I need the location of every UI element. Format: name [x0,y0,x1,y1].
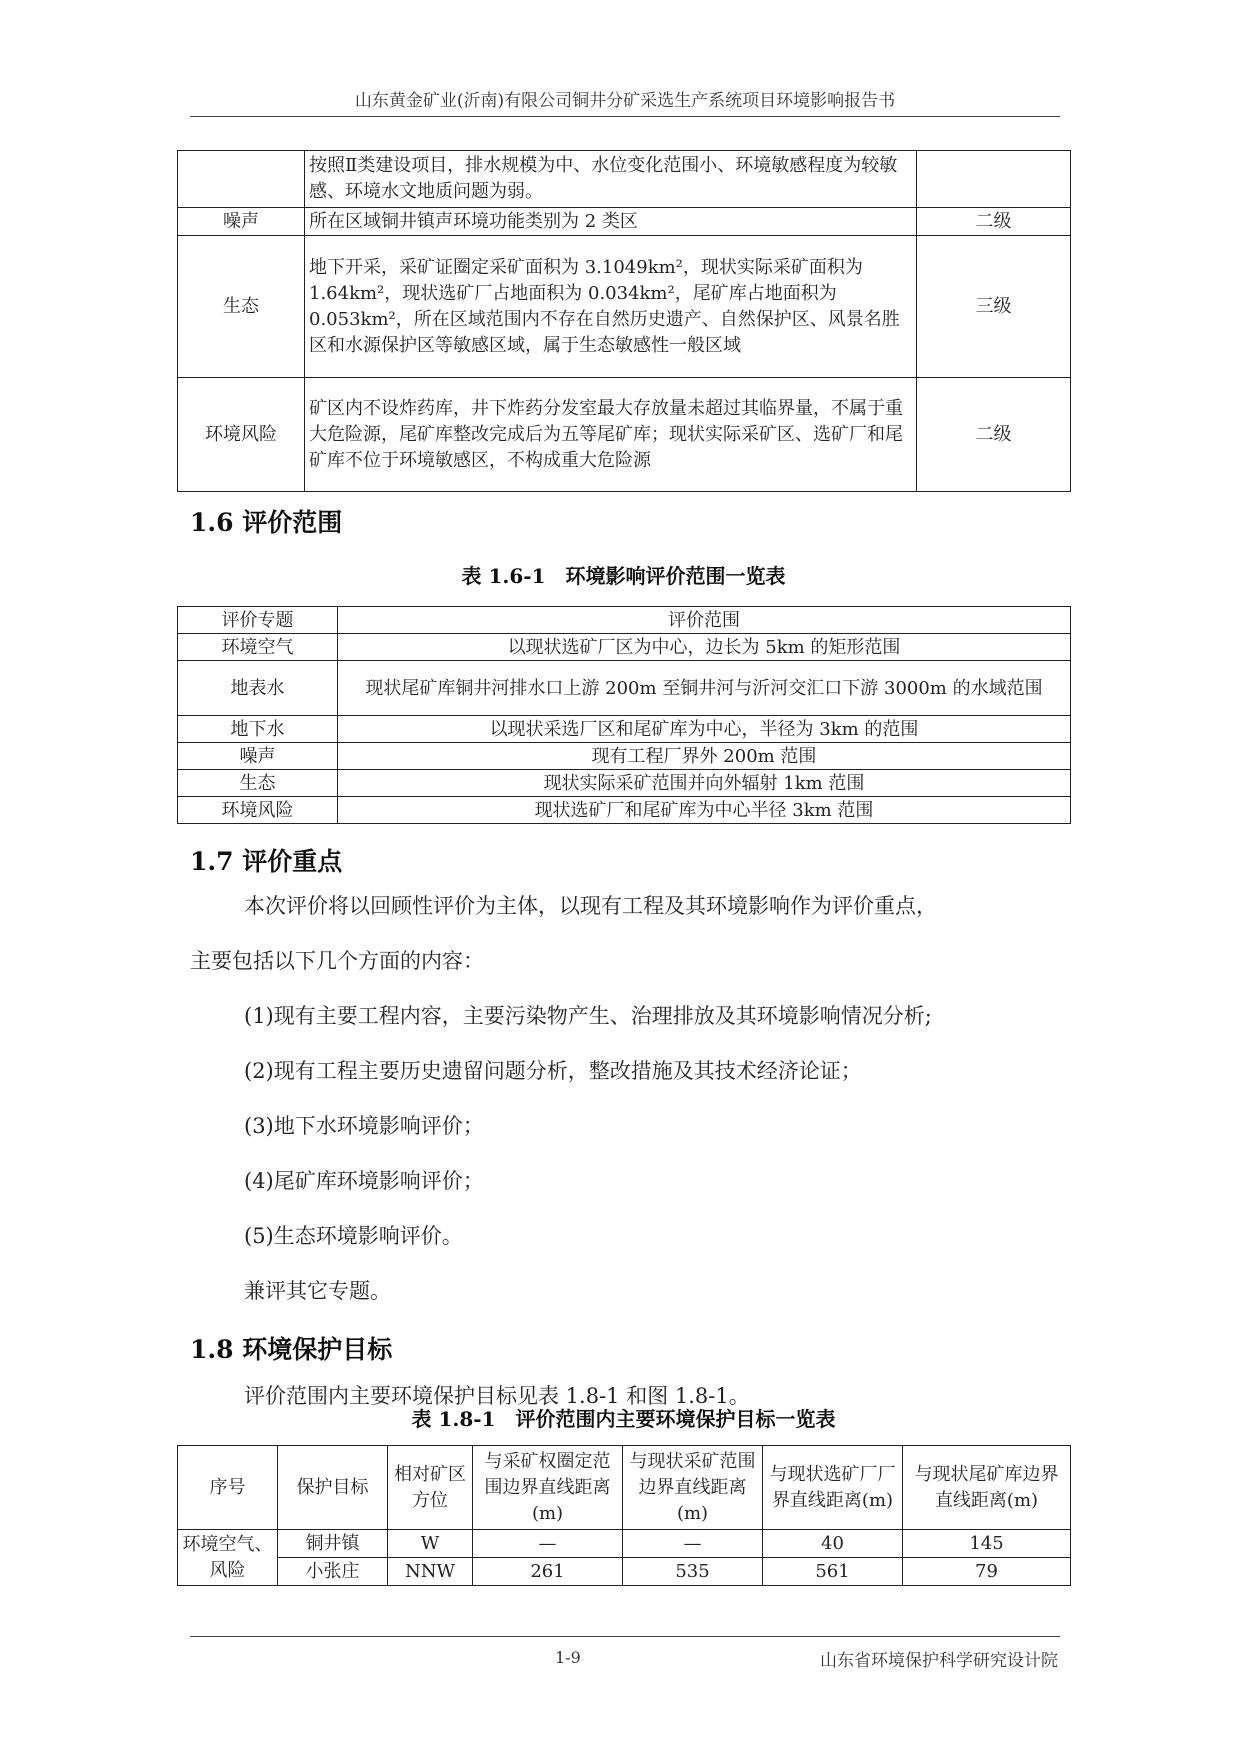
header-rule [190,116,1060,117]
distance-cell: 40 [763,1530,903,1558]
table-row [178,208,1071,236]
column-header: 与采矿权圈定范围边界直线距离(m) [473,1446,623,1530]
table-row [178,770,1071,797]
intro-line: 评价范围内主要环境保护目标见表 1.8-1 和图 1.8-1。 [244,1384,750,1408]
column-header: 相对矿区方位 [388,1446,473,1530]
column-header: 与现状选矿厂厂界直线距离(m) [763,1446,903,1530]
table-header-row [178,607,1071,634]
target-cell: 铜井镇 [278,1530,388,1558]
column-header: 评价专题 [178,607,338,634]
topic-cell: 噪声 [178,743,338,770]
table-row [178,378,1071,492]
table-caption-1-6-1: 表 1.6-1 环境影响评价范围一览表 [461,564,786,588]
grade-cell: 二级 [917,208,1071,236]
basis-cell: 按照Ⅱ类建设项目，排水规模为中、水位变化范围小、环境敏感程度为较敏感、环境水文地质问题为弱。 [305,151,917,208]
column-header: 序号 [178,1446,278,1530]
column-header: 评价范围 [338,607,1071,634]
closing-line: 兼评其它专题。 [244,1279,391,1303]
footer-institute: 山东省环境保护科学研究设计院 [820,1651,1058,1671]
topic-cell: 地下水 [178,716,338,743]
grade-cell: 二级 [917,378,1071,492]
topic-cell: 环境风险 [178,797,338,824]
targets-table [177,1445,1071,1586]
distance-cell: 535 [623,1558,763,1586]
factor-cell: 环境风险 [178,378,305,492]
column-header: 保护目标 [278,1446,388,1530]
distance-cell: 145 [903,1530,1071,1558]
table-row [178,797,1071,824]
column-header: 与现状尾矿库边界直线距离(m) [903,1446,1071,1530]
intro-line: 本次评价将以回顾性评价为主体，以现有工程及其环境影响作为评价重点， [244,894,937,918]
direction-cell: NNW [388,1558,473,1586]
grade-cell: 三级 [917,236,1071,378]
distance-cell: — [623,1530,763,1558]
basis-cell: 地下开采，采矿证圈定采矿面积为 3.1049km²，现状实际采矿面积为 1.64km²，现状选矿厂占地面积为 0.034km²，尾矿库占地面积为 0.053km²，所在区域范围内不存在自然历史遗产、自然保护区、风景名胜区和水源保护区等敏感区域，属于生态敏感性一般区域 [305,236,917,378]
table-row [178,634,1071,661]
intro-line: 主要包括以下几个方面的内容： [190,949,484,973]
list-item: (2)现有工程主要历史遗留问题分析，整改措施及其技术经济论证； [244,1059,862,1083]
scope-cell: 以现状采选厂区和尾矿库为中心，半径为 3km 的范围 [338,716,1071,743]
basis-cell: 所在区域铜井镇声环境功能类别为 2 类区 [305,208,917,236]
topic-cell: 地表水 [178,661,338,716]
distance-cell: 79 [903,1558,1071,1586]
section-heading-1-6: 1.6 评价范围 [190,508,343,537]
grade-cell [917,151,1071,208]
scope-cell: 现状实际采矿范围并向外辐射 1km 范围 [338,770,1071,797]
section-heading-1-7: 1.7 评价重点 [190,847,343,876]
grade-table [177,150,1071,492]
column-header: 与现状采矿范围边界直线距离(m) [623,1446,763,1530]
list-item: (3)地下水环境影响评价； [244,1114,484,1138]
scope-table [177,606,1071,824]
table-row [178,236,1071,378]
topic-cell: 生态 [178,770,338,797]
scope-cell: 以现状选矿厂区为中心，边长为 5km 的矩形范围 [338,634,1071,661]
section-heading-1-8: 1.8 环境保护目标 [190,1335,393,1364]
table-header-row [178,1446,1071,1530]
page-header: 山东黄金矿业(沂南)有限公司铜井分矿采选生产系统项目环境影响报告书 [354,91,896,111]
factor-cell: 噪声 [178,208,305,236]
page-number: 1-9 [555,1648,581,1667]
table-row [178,1530,1071,1558]
scope-cell: 现有工程厂界外 200m 范围 [338,743,1071,770]
scope-cell: 现状尾矿库铜井河排水口上游 200m 至铜井河与沂河交汇口下游 3000m 的水域范围 [338,661,1071,716]
factor-cell: 生态 [178,236,305,378]
target-cell: 小张庄 [278,1558,388,1586]
table-row [178,1558,1071,1586]
footer-rule [190,1636,1060,1637]
distance-cell: — [473,1530,623,1558]
distance-cell: 561 [763,1558,903,1586]
table-row [178,661,1071,716]
list-item: (1)现有主要工程内容，主要污染物产生、治理排放及其环境影响情况分析; [244,1004,932,1028]
direction-cell: W [388,1530,473,1558]
list-item: (4)尾矿库环境影响评价； [244,1169,484,1193]
basis-cell: 矿区内不设炸药库，井下炸药分发室最大存放量未超过其临界量，不属于重大危险源，尾矿库整改完成后为五等尾矿库；现状实际采矿区、选矿厂和尾矿库不位于环境敏感区，不构成重大危险源 [305,378,917,492]
group-cell: 环境空气、风险 [178,1530,278,1586]
list-item: (5)生态环境影响评价。 [244,1224,463,1248]
table-caption-1-8-1: 表 1.8-1 评价范围内主要环境保护目标一览表 [411,1407,836,1431]
table-row [178,743,1071,770]
distance-cell: 261 [473,1558,623,1586]
factor-cell [178,151,305,208]
topic-cell: 环境空气 [178,634,338,661]
table-row [178,716,1071,743]
scope-cell: 现状选矿厂和尾矿库为中心半径 3km 范围 [338,797,1071,824]
table-row [178,151,1071,208]
